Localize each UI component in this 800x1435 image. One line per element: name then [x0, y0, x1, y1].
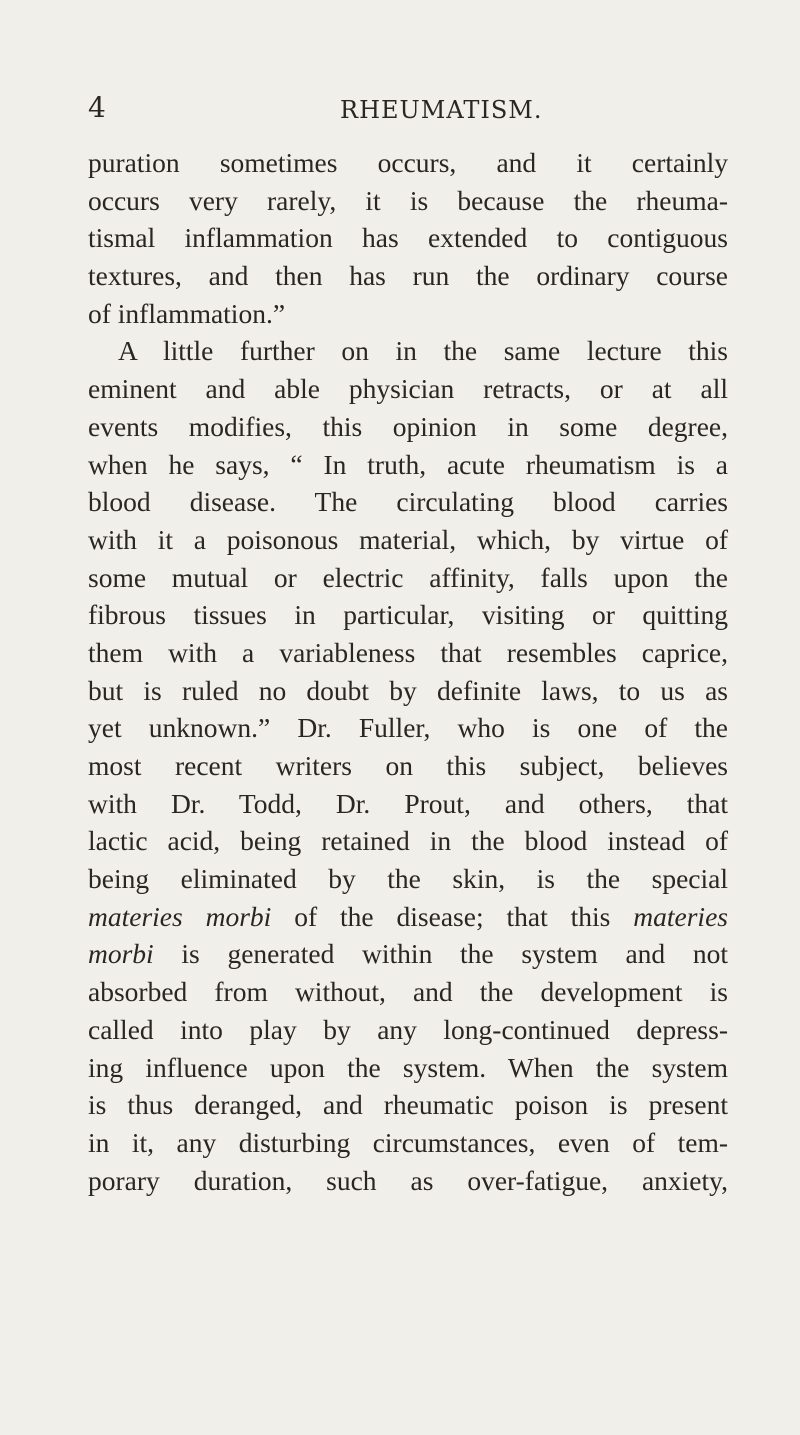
page-number: 4: [88, 91, 106, 124]
text-line-16: yet unknown.” Dr. Fuller, who is one of the: [88, 712, 728, 744]
text-line-3: tismal inflammation has extended to contiguous: [88, 222, 728, 254]
text-line-9: when he says, “ In truth, acute rheumatism is a: [88, 448, 728, 480]
text-line-17: most recent writers on this subject, believes: [88, 750, 728, 781]
text-line-23: absorbed from without, and the development is: [88, 976, 728, 1008]
text-line-11: with it a poisonous material, which, by virtue of: [88, 523, 728, 555]
text-line-26: is thus deranged, and rheumatic poison is present: [88, 1089, 728, 1121]
text-line-7: eminent and able physician retracts, or at all: [88, 373, 728, 405]
text-line-24: called into play by any long-continued depress-: [88, 1013, 728, 1045]
italic-term: materies: [633, 900, 728, 932]
text-line-8: events modifies, this opinion in some degree,: [88, 410, 728, 442]
text-line-25: ing influence upon the system. When the system: [88, 1051, 728, 1083]
text-line-1: puration sometimes occurs, and it certainly: [88, 147, 728, 178]
body-text: [88, 144, 728, 1199]
page-header: [0, 88, 800, 128]
text-line-13: fibrous tissues in particular, visiting or quitting: [88, 599, 728, 631]
text-line-10: blood disease. The circulating blood carries: [88, 486, 728, 518]
text-line-12: some mutual or electric affinity, falls upon the: [88, 561, 728, 593]
text-line-22: [88, 935, 728, 973]
text-line-21: [88, 898, 728, 936]
text-segment: of the disease; that this: [271, 900, 634, 932]
text-line-6: A little further on in the same lecture this: [118, 335, 728, 367]
text-line-27: in it, any disturbing circumstances, even of tem-: [88, 1126, 728, 1158]
text-line-20: being eliminated by the skin, is the special: [88, 863, 728, 895]
running-title: RHEUMATISM.: [340, 96, 543, 124]
text-line-2: occurs very rarely, it is because the rheuma-: [88, 184, 728, 216]
text-line-5: of inflammation.”: [88, 297, 286, 329]
text-line-4: textures, and then has run the ordinary course: [88, 260, 728, 292]
text-line-18: with Dr. Todd, Dr. Prout, and others, that: [88, 787, 728, 819]
text-segment: is generated within the system and not: [153, 938, 728, 970]
text-line-28: porary duration, such as over-fatigue, anxiety,: [88, 1164, 728, 1196]
text-line-19: lactic acid, being retained in the blood instead of: [88, 825, 728, 857]
italic-term: morbi: [88, 938, 154, 970]
text-line-14: them with a variableness that resembles caprice,: [88, 636, 728, 668]
italic-term: materies morbi: [88, 900, 272, 932]
text-line-15: but is ruled no doubt by definite laws, to us as: [88, 674, 728, 706]
